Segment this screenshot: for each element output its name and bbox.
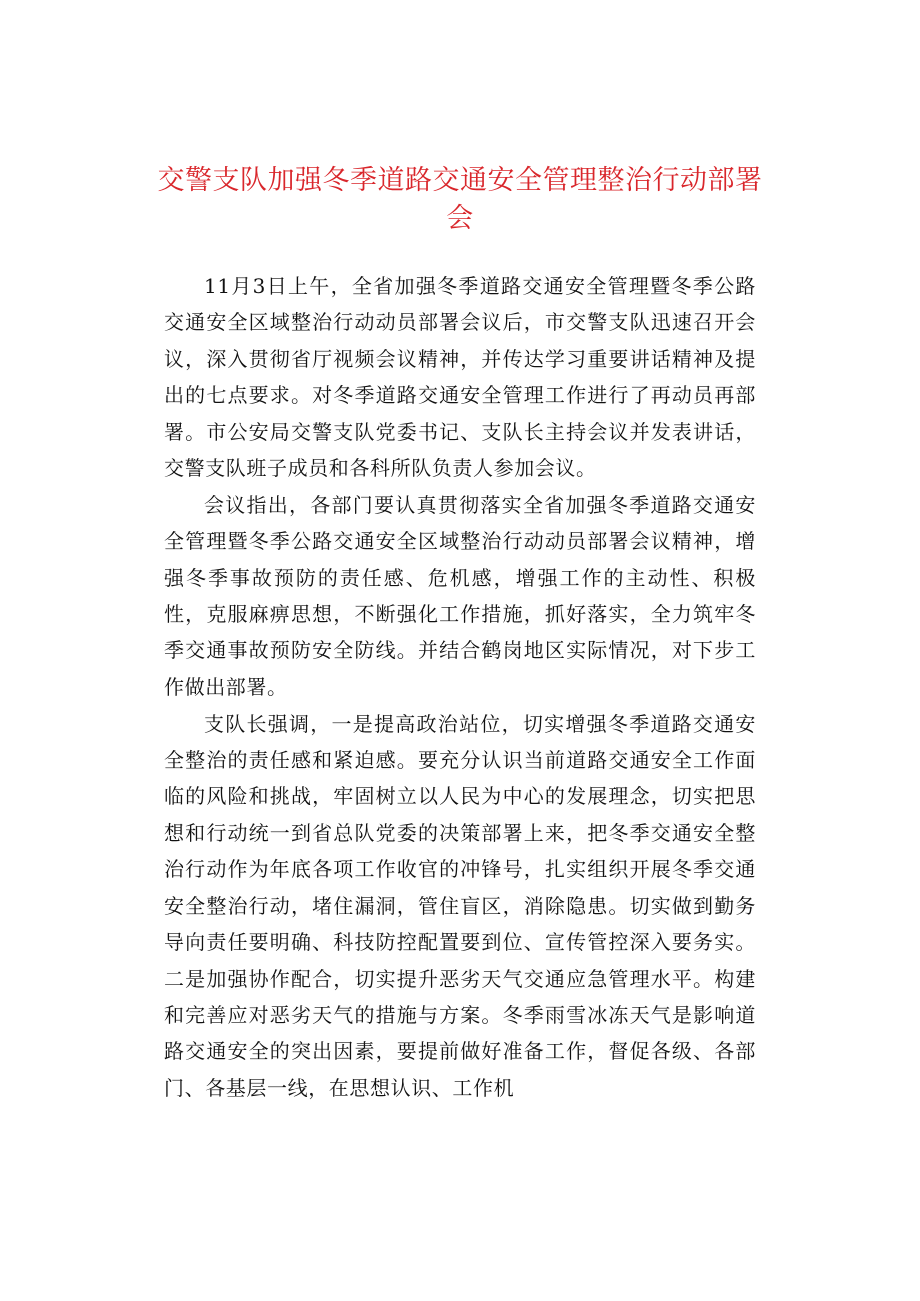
document-title: 交警支队加强冬季道路交通安全管理整治行动部署会	[157, 165, 763, 234]
paragraph-2: 会议指出，各部门要认真贯彻落实全省加强冬季道路交通安全管理暨冬季公路交通安全区域整治行动动员部署会议精神，增强冬季事故预防的责任感、危机感，增强工作的主动性、积极性，克服麻痹思想，不断强化工作措施，抓好落实，全力筑牢冬季交通事故预防安全防线。并结合鹤岗地区实际情况，对下步工作做出部署。	[164, 492, 756, 699]
paragraph-3: 支队长强调，一是提高政治站位，切实增强冬季道路交通安全整治的责任感和紧迫感。要充分认识当前道路交通安全工作面临的风险和挑战，牢固树立以人民为中心的发展理念，切实把思想和行动统一到省总队党委的决策部署上来，把冬季交通安全整治行动作为年底各项工作收官的冲锋号，扎实组织开展冬季交通安全整治行动，堵住漏洞，管住盲区，消除隐患。切实做到勤务导向责任要明确、科技防控配置要到位、宣传管控深入要务实。二是加强协作配合，切实提升恶劣天气交通应急管理水平。构建和完善应对恶劣天气的措施与方案。冬季雨雪冰冻天气是影响道路交通安全的突出因素，要提前做好准备工作，督促各级、各部门、各基层一线，在思想认识、工作机	[164, 711, 756, 1100]
paragraph-1: 11月3日上午，全省加强冬季道路交通安全管理暨冬季公路交通安全区域整治行动动员部署会议后，市交警支队迅速召开会议，深入贯彻省厅视频会议精神，并传达学习重要讲话精神及提出的七点要求。对冬季道路交通安全管理工作进行了再动员再部署。市公安局交警支队党委书记、支队长主持会议并发表讲话，交警支队班子成员和各科所队负责人参加会议。	[164, 274, 756, 481]
document-body	[164, 268, 756, 1107]
